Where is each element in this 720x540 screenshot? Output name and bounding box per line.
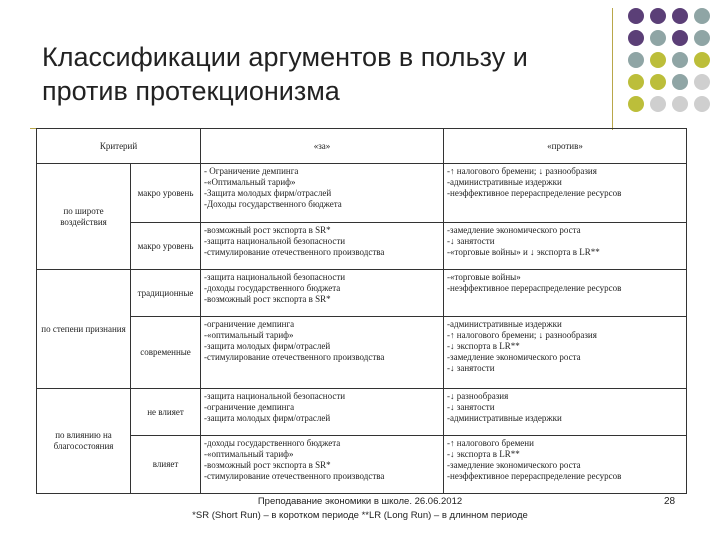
decor-dot xyxy=(672,96,688,112)
pro-item: -возможный рост экспорта в SR* xyxy=(204,460,331,470)
decor-dot xyxy=(628,96,644,112)
pro-item: -возможный рост экспорта в SR* xyxy=(204,225,331,235)
pro-item: -возможный рост экспорта в SR* xyxy=(204,294,331,304)
decor-dot xyxy=(672,52,688,68)
decor-dot xyxy=(650,30,666,46)
contra-cell xyxy=(444,164,687,223)
group-label: по влиянию на благосостояния xyxy=(37,389,131,494)
contra-cell xyxy=(444,436,687,494)
subcriterion: макро уровень xyxy=(131,164,201,223)
subcriterion: современные xyxy=(131,317,201,389)
pro-item: -защита молодых фирм/отраслей xyxy=(204,413,331,423)
decor-dot xyxy=(694,96,710,112)
decor-dot xyxy=(628,8,644,24)
subcriterion: макро уровень xyxy=(131,223,201,270)
slide-title xyxy=(42,40,602,108)
decor-dot xyxy=(650,74,666,90)
pro-cell xyxy=(201,164,444,223)
decor-dot xyxy=(672,74,688,90)
subcriterion: традиционные xyxy=(131,270,201,317)
pro-item: -защита национальной безопасности xyxy=(204,391,346,401)
contra-item: -административные издержки xyxy=(447,177,562,187)
pro-item: -«оптимальный тариф» xyxy=(204,330,294,340)
contra-item: -замедление экономического роста xyxy=(447,460,581,470)
contra-cell xyxy=(444,389,687,436)
page-number: 28 xyxy=(664,496,676,507)
contra-item: -административные издержки xyxy=(447,413,562,423)
pro-item: -доходы государственного бюджета xyxy=(204,438,341,448)
decor-vertical-rule xyxy=(612,8,613,130)
subcriterion: не влияет xyxy=(131,389,201,436)
pro-item: - Ограничение демпинга xyxy=(204,166,299,176)
contra-item: -замедление экономического роста xyxy=(447,225,581,235)
title-line-1: Классификации аргументов в пользу и xyxy=(42,42,528,72)
contra-item: -↑ налогового бремени xyxy=(447,438,534,448)
decor-dot xyxy=(628,74,644,90)
group-label: по широте воздействия xyxy=(37,164,131,270)
pro-item: -«оптимальный тариф» xyxy=(204,449,294,459)
header-contra: «против» xyxy=(444,129,687,164)
contra-item: -↑ налогового бремени; ↓ разнообразия xyxy=(447,166,597,176)
pro-cell xyxy=(201,223,444,270)
header-pro: «за» xyxy=(201,129,444,164)
pro-item: -стимулирование отечественного производства xyxy=(204,352,385,362)
pro-item: -Доходы государственного бюджета xyxy=(204,199,342,209)
contra-item: -«торговые войны» xyxy=(447,272,521,282)
contra-item: -↓ занятости xyxy=(447,402,495,412)
pro-cell xyxy=(201,389,444,436)
contra-item: -«торговые войны» и ↓ экспорта в LR** xyxy=(447,247,600,257)
contra-item: -неэффективное перераспределение ресурсов xyxy=(447,283,622,293)
pro-item: -защита национальной безопасности xyxy=(204,272,346,282)
contra-item: -замедление экономического роста xyxy=(447,352,581,362)
footer-notes: *SR (Short Run) – в коротком периоде **LR (Long Run) – в длинном периоде xyxy=(192,510,528,521)
title-line-2: против протекционизма xyxy=(42,76,340,106)
contra-item: -↓ разнообразия xyxy=(447,391,509,401)
contra-cell xyxy=(444,317,687,389)
decor-dot xyxy=(672,8,688,24)
pro-item: -стимулирование отечественного производства xyxy=(204,471,385,481)
contra-cell xyxy=(444,270,687,317)
decor-dot xyxy=(628,52,644,68)
decor-dot xyxy=(694,8,710,24)
decor-dot xyxy=(650,96,666,112)
pro-cell xyxy=(201,317,444,389)
contra-item: -↓ занятости xyxy=(447,363,495,373)
decor-dot xyxy=(694,74,710,90)
pro-item: -«Оптимальный тариф» xyxy=(204,177,296,187)
pro-item: -ограничение демпинга xyxy=(204,319,295,329)
decor-dot xyxy=(650,52,666,68)
decor-dot xyxy=(694,30,710,46)
decor-dot xyxy=(628,30,644,46)
pro-item: -доходы государственного бюджета xyxy=(204,283,341,293)
pro-item: -защита национальной безопасности xyxy=(204,236,346,246)
decor-dot xyxy=(694,52,710,68)
contra-item: -административные издержки xyxy=(447,319,562,329)
classification-table xyxy=(36,128,687,494)
pro-item: -ограничение демпинга xyxy=(204,402,295,412)
pro-item: -Защита молодых фирм/отраслей xyxy=(204,188,332,198)
pro-cell xyxy=(201,270,444,317)
pro-item: -защита молодых фирм/отраслей xyxy=(204,341,331,351)
group-label: по степени признания xyxy=(37,270,131,389)
decor-dot xyxy=(650,8,666,24)
contra-item: -↓ экспорта в LR** xyxy=(447,341,520,351)
contra-cell xyxy=(444,223,687,270)
contra-item: -↓ экспорта в LR** xyxy=(447,449,520,459)
pro-item: -стимулирование отечественного производства xyxy=(204,247,385,257)
subcriterion: влияет xyxy=(131,436,201,494)
contra-item: -неэффективное перераспределение ресурсов xyxy=(447,188,622,198)
contra-item: -↑ налогового бремени; ↓ разнообразия xyxy=(447,330,597,340)
contra-item: -↓ занятости xyxy=(447,236,495,246)
decor-dot xyxy=(672,30,688,46)
contra-item: -неэффективное перераспределение ресурсов xyxy=(447,471,622,481)
header-criterion: Критерий xyxy=(37,129,201,164)
footer-course: Преподавание экономики в школе. 26.06.2012 xyxy=(257,496,463,507)
pro-cell xyxy=(201,436,444,494)
